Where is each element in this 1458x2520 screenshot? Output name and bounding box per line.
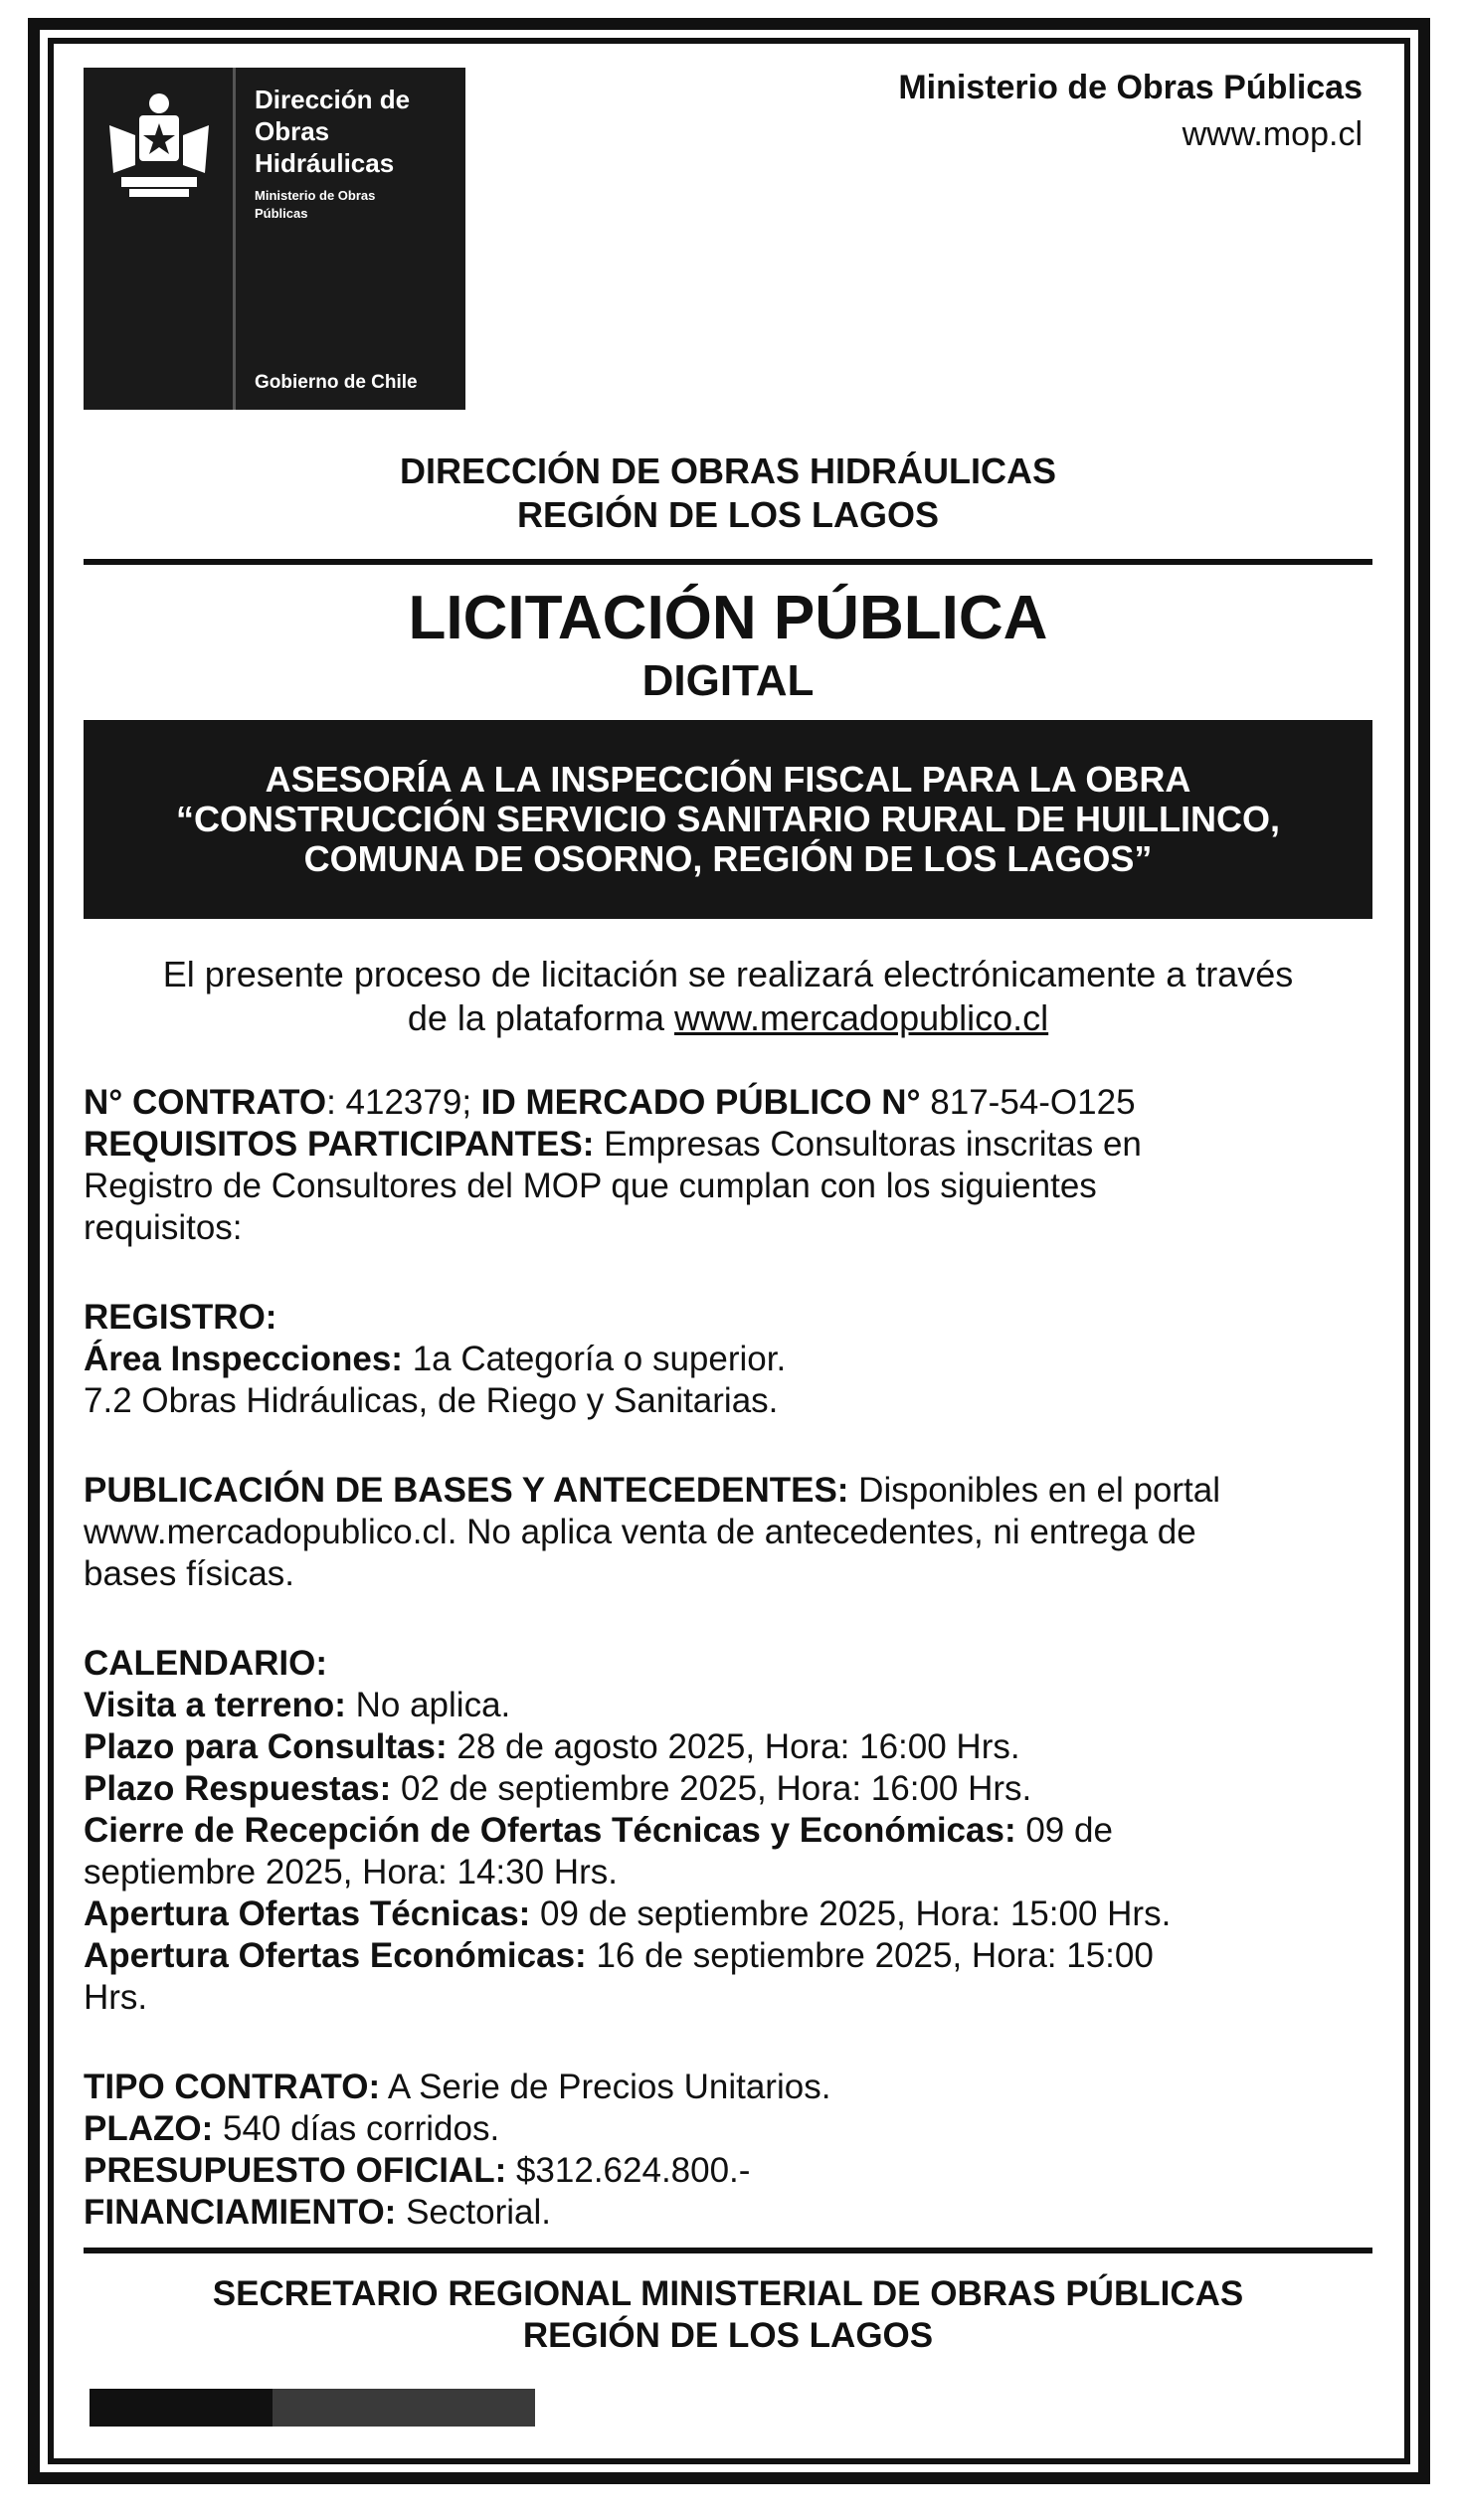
calendar-visit: Visita a terreno: No aplica.	[84, 1686, 511, 1724]
registry-area: Área Inspecciones: 1a Categoría o superior.	[84, 1340, 787, 1378]
calendar-heading: CALENDARIO:	[84, 1644, 327, 1683]
registry-heading: REGISTRO:	[84, 1298, 277, 1337]
page-title: LICITACIÓN PÚBLICA	[408, 584, 1048, 652]
calendar-questions: Plazo para Consultas: 28 de agosto 2025, Hora: 16:00 Hrs.	[84, 1727, 1020, 1766]
logo-title: Dirección de Obras Hidráulicas	[255, 85, 411, 178]
project-banner: ASESORÍA A LA INSPECCIÓN FISCAL PARA LA OBRA “CONSTRUCCIÓN SERVICIO SANITARIO RURAL DE HUILLINCO, COMUNA DE OSORNO, REGIÓN DE LOS LAGOS”	[84, 720, 1372, 919]
contract-details: N° CONTRATO: 412379; ID MERCADO PÚBLICO N° 817-54-O125 REQUISITOS PARTICIPANTES: Empresas Consultoras inscritas en Registro de Consultores del MOP que cumplan con los siguientes requisitos: REGISTRO: Área Inspecciones: 1a Categoría o superior. 7.2 Obras Hidráulicas, de Riego y Sanitarias. PUBLICACIÓN DE BASES Y ANTECEDENTES: Disponibles en el portal www.mercadopublico.cl. No aplica venta de antecedentes, ni entrega de bases físicas. CALENDARIO: Visita a terreno: No aplica. Plazo para Consultas: 28 de agosto 2025, Hora: 16:00 Hrs. Plazo Respuestas: 02 de septiembre 2025, Hora: 16:00 Hrs. Cierre de Recepción de Ofertas Técnicas y Económicas: 09 de septiembre 2025, Hora: 14:30 Hrs. Apertura Ofertas Técnicas: 09 de septiembre 2025, Hora: 15:00 Hrs. Apertura Ofertas Económicas: 16 de septiembre 2025, Hora: 15:00 Hrs. TIPO CONTRATO: A Serie de Precios Unitarios. PLAZO: 540 días corridos. PRESUPUESTO OFICIAL: $312.624.800.- FINANCIAMIENTO: Sectorial.	[84, 1082, 1386, 2234]
page-subtitle: DIGITAL	[641, 656, 815, 705]
publication: PUBLICACIÓN DE BASES Y ANTECEDENTES: Disponibles en el portal	[84, 1471, 1221, 1510]
requirements: REQUISITOS PARTICIPANTES: Empresas Consultoras inscritas en	[84, 1125, 1142, 1164]
calendar-econ-opening: Apertura Ofertas Económicas: 16 de septiembre 2025, Hora: 15:00	[84, 1936, 1154, 1975]
footer-bar-grey	[273, 2389, 535, 2427]
calendar-closing: Cierre de Recepción de Ofertas Técnicas y Económicas: 09 de	[84, 1811, 1113, 1850]
official-budget: PRESUPUESTO OFICIAL: $312.624.800.-	[84, 2151, 751, 2190]
chile-coat-of-arms-icon	[99, 86, 219, 205]
calendar-answers: Plazo Respuestas: 02 de septiembre 2025, Hora: 16:00 Hrs.	[84, 1769, 1032, 1808]
ministry-url: www.mop.cl	[1182, 115, 1363, 153]
footer-bar-black	[90, 2389, 273, 2427]
bottom-divider	[84, 2248, 1372, 2253]
ministry-name: Ministerio de Obras Públicas	[898, 69, 1363, 106]
calendar-tech-opening: Apertura Ofertas Técnicas: 09 de septiembre 2025, Hora: 15:00 Hrs.	[84, 1894, 1172, 1933]
contract-type: TIPO CONTRATO: A Serie de Precios Unitarios.	[84, 2068, 831, 2106]
contract-number: N° CONTRATO: 412379; ID MERCADO PÚBLICO N° 817-54-O125	[84, 1083, 1136, 1122]
top-divider	[84, 559, 1372, 565]
footer-signature: SECRETARIO REGIONAL MINISTERIAL DE OBRAS PÚBLICAS REGIÓN DE LOS LAGOS	[212, 2274, 1244, 2355]
direction-title: DIRECCIÓN DE OBRAS HIDRÁULICAS REGIÓN DE LOS LAGOS	[399, 450, 1057, 535]
logo-subtitle: Ministerio de Obras Públicas	[255, 188, 376, 221]
mercadopublico-link[interactable]: www.mercadopublico.cl	[674, 997, 1049, 1038]
registry-specialty: 7.2 Obras Hidráulicas, de Riego y Sanitarias.	[84, 1381, 779, 1420]
ministry-header	[898, 66, 1363, 159]
logo-government: Gobierno de Chile	[255, 372, 418, 393]
contract-term: PLAZO: 540 días corridos.	[84, 2109, 500, 2148]
intro-text: El presente proceso de licitación se realizará electrónicamente a través de la plataforma www.mercadopublico.cl	[162, 954, 1294, 1038]
funding: FINANCIAMIENTO: Sectorial.	[84, 2193, 551, 2232]
dho-logo	[84, 68, 465, 410]
logo-divider	[233, 68, 236, 410]
